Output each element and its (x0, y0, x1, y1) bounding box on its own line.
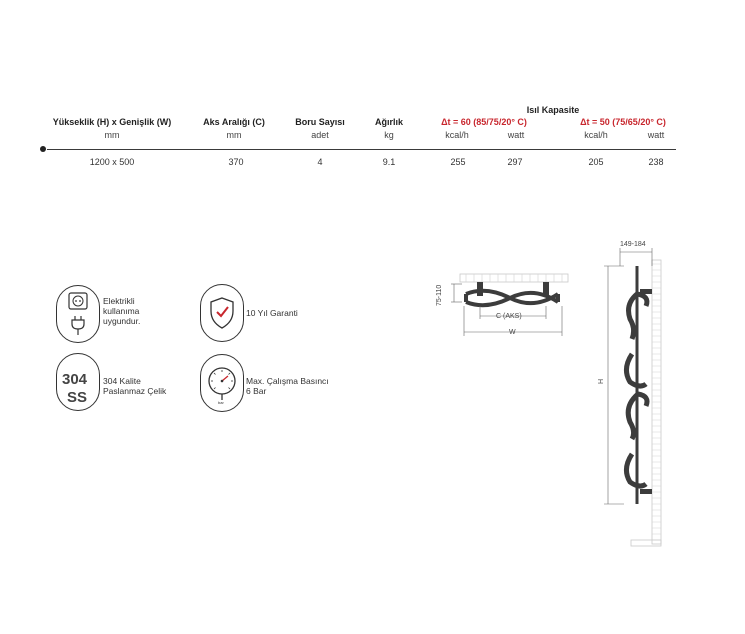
table-divider (47, 149, 676, 150)
unit-kcal-60: kcal/h (445, 130, 469, 140)
unit-boru: adet (311, 130, 329, 140)
unit-aks: mm (226, 130, 242, 140)
col-boru-header: Boru Sayısı (295, 117, 345, 127)
cell-size: 1200 x 500 (89, 157, 135, 167)
feature-pressure-text: Max. Çalışma Basıncı 6 Bar (246, 376, 329, 396)
cell-kcal-50: 205 (588, 157, 604, 167)
gauge-unit-label: bar (218, 400, 224, 405)
thermal-capacity-header: Isıl Kapasite (526, 105, 580, 115)
electric-socket-icon (56, 285, 100, 343)
unit-agirlik: kg (384, 130, 394, 140)
unit-size: mm (104, 130, 120, 140)
dim-depth-label: 75-110 (436, 284, 443, 306)
cell-watt-60: 297 (507, 157, 523, 167)
cell-aks: 370 (228, 157, 244, 167)
feature-warranty-text: 10 Yıl Garanti (246, 308, 298, 318)
feature-electric-text: Elektrikli kullanıma uygundur. (103, 296, 141, 326)
unit-watt-50: watt (647, 130, 665, 140)
cell-kcal-60: 255 (450, 157, 466, 167)
dim-h-label: H (598, 378, 605, 384)
col-size-header: Yükseklik (H) x Genişlik (W) (52, 117, 172, 127)
delta60-header: Δt = 60 (85/75/20° C) (441, 117, 527, 127)
unit-watt-60: watt (507, 130, 525, 140)
cell-agirlik: 9.1 (382, 157, 396, 167)
row-bullet (40, 146, 46, 152)
steel-304-icon: 304 SS (56, 353, 100, 411)
dim-w-label: W (509, 329, 516, 336)
cell-watt-50: 238 (648, 157, 664, 167)
unit-kcal-50: kcal/h (584, 130, 608, 140)
delta50-header: Δt = 50 (75/65/20° C) (580, 117, 666, 127)
dim-offset-label: 149-184 (620, 241, 646, 248)
pressure-gauge-icon (200, 354, 244, 412)
col-agirlik-header: Ağırlık (374, 117, 404, 127)
feature-steel-text: 304 Kalite Paslanmaz Çelik (103, 376, 167, 396)
shield-check-icon (200, 284, 244, 342)
col-aks-header: Aks Aralığı (C) (203, 117, 265, 127)
dim-c-label: C (AKS) (496, 313, 522, 320)
cell-boru: 4 (317, 157, 323, 167)
